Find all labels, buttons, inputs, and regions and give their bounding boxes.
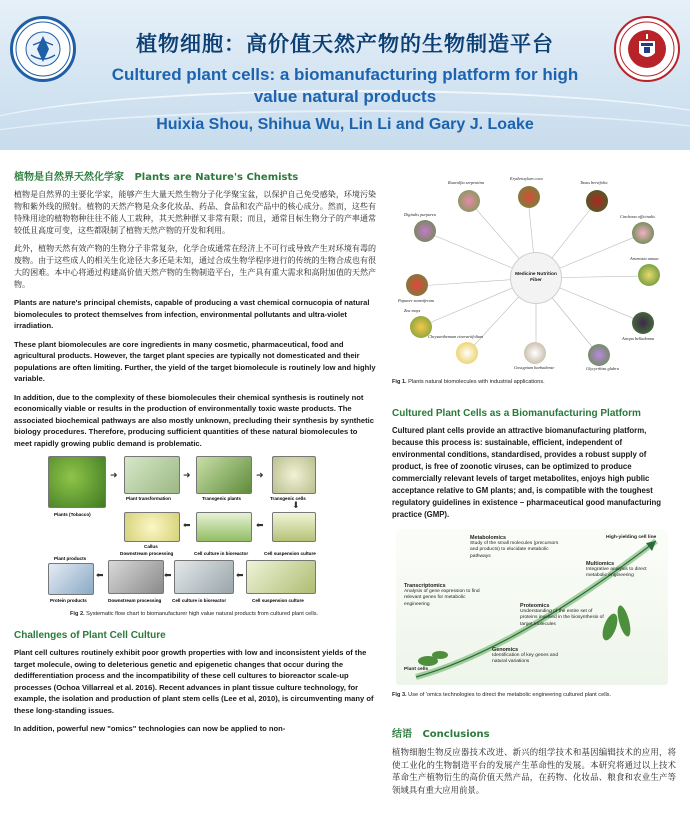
fig1-plant-artemisia-icon bbox=[638, 264, 660, 286]
fig2-label-cell-culture-bioreactor: Cell culture in bioreactor bbox=[194, 551, 249, 556]
fig2-label-protein-products: Protein products bbox=[50, 598, 87, 603]
fig1-label-taxus: Taxus brevifolia bbox=[580, 180, 608, 185]
fig1-plant-taxus-icon bbox=[586, 190, 608, 212]
fig3-proteomics bbox=[520, 603, 604, 628]
figure-1-caption-label: Fig 1. bbox=[392, 379, 407, 385]
challenges-paragraph-2: In addition, powerful new "omics" technologies can now be applied to non- bbox=[14, 724, 286, 733]
intro-section-title bbox=[14, 168, 376, 183]
fig1-plant-rauvolfia-icon bbox=[458, 190, 480, 212]
intro-paragraph-en-1: Plants are nature's principal chemists, capable of producing a vast chemical cornucopia of natural biomolecules to protect themselves from infection, environmental pollutants and ultra-violet irradiation. bbox=[14, 298, 370, 330]
cpc-section-title: Cultured Plant Cells as a Biomanufacturing Platform bbox=[392, 408, 641, 419]
fig3-genomics bbox=[492, 647, 572, 666]
figure-1-caption-text: Plants natural biomolecules with industrial applications. bbox=[408, 379, 545, 385]
fig3-transcriptomics bbox=[404, 583, 486, 608]
fig2-transgenic-cells-image bbox=[272, 456, 316, 494]
fig3-metabolomics-text: Study of the small molecules (precursors and products) to elucidate metabolic pathways bbox=[470, 541, 559, 559]
intro-title-en: Plants are Nature's Chemists bbox=[134, 172, 299, 183]
fig2-label-downstream-processing: Downstream processing bbox=[120, 551, 174, 556]
edinburgh-crest-icon bbox=[617, 19, 677, 79]
fig2-bioreactor-image-2 bbox=[174, 560, 234, 594]
figure-3-caption-label: Fig 3. bbox=[392, 692, 407, 698]
fig3-proteomics-text: Understanding of the entire set of proteins involved in the biosynthesis of target molecules bbox=[520, 609, 604, 627]
fig2-arrow-4: ⬅ bbox=[256, 521, 264, 531]
fig3-transcriptomics-title: Transcriptomics bbox=[404, 583, 446, 589]
fig2-label-transgenic-cells: Transgenic cells bbox=[270, 496, 306, 501]
poster-authors: Huixia Shou, Shihua Wu, Lin Li and Gary J. Loake bbox=[156, 116, 534, 133]
fig1-label-zea: Zea mays bbox=[404, 308, 421, 313]
figure-1-plant-biomolecules bbox=[398, 176, 670, 372]
challenges-section-title: Challenges of Plant Cell Culture bbox=[14, 630, 166, 641]
fig2-callus-image bbox=[124, 512, 180, 542]
left-column bbox=[14, 168, 376, 742]
fig2-label-cell-suspension-culture: Cell suspension culture bbox=[264, 551, 316, 556]
fig1-label-rauvolfia: Rauvolfia serpentina bbox=[448, 180, 484, 185]
figure-2-flowchart bbox=[48, 456, 348, 606]
fig3-metabolomics-title: Metabolomics bbox=[470, 535, 506, 541]
challenges-paragraph: Plant cell cultures routinely exhibit poor growth properties with low and inconsistent yields of the target molecule, owing to deleterious genetic and epigenetic changes that occur during the dedifferentiation process and the incompatibility of these cell cultures to bioreactor scale-up processes (Ochoa Villarreal et al. 2016). Recent advances in plant tissue culture technology, for example, the isolation and production of plant stem cells (Lee et al, 2010), is circumventing many of these long-standing issues. bbox=[14, 648, 374, 715]
fig2-label-cell-suspension-culture-2: Cell suspension culture bbox=[252, 598, 304, 603]
right-column bbox=[392, 176, 676, 802]
fig2-suspension-culture-image bbox=[272, 512, 316, 542]
fig1-plant-gossypium-icon bbox=[524, 342, 546, 364]
fig1-label-digitalis: Digitalis purpurea bbox=[404, 212, 436, 217]
fig1-plant-papaver-icon bbox=[406, 274, 428, 296]
fig2-protein-products-image bbox=[48, 563, 94, 595]
figure-3-caption-text: Use of 'omics technologies to direct the metabolic engineering cultured plant cells. bbox=[408, 692, 612, 698]
poster-title-english: Cultured plant cells: a biomanufacturing platform for high value natural products bbox=[111, 65, 579, 106]
fig2-arrow-8: ⬅ bbox=[236, 571, 244, 581]
fig1-plant-chrysanthemum-icon bbox=[456, 342, 478, 364]
fig2-transgenic-plants-image bbox=[196, 456, 252, 494]
fig2-downstream-image bbox=[108, 560, 164, 594]
fig3-high-yield bbox=[606, 535, 662, 541]
intro-title-cn: 植物是自然界天然化学家 bbox=[14, 172, 124, 183]
fig1-plant-atropa-icon bbox=[632, 312, 654, 334]
fig3-transcriptomics-text: Analysis of gene expression to find relevant genes for metabolic engineering bbox=[404, 589, 480, 607]
fig2-arrow-7: ⬅ bbox=[164, 571, 172, 581]
fig1-plant-cinchona-icon bbox=[632, 222, 654, 244]
fig2-bioreactor-image bbox=[196, 512, 252, 542]
fig3-metabolomics bbox=[470, 535, 560, 560]
fig2-arrow-3: ➜ bbox=[256, 471, 264, 481]
fig1-label-cinchona: Cinchona officinalis bbox=[620, 214, 655, 219]
fig2-arrow-5: ⬅ bbox=[183, 521, 191, 531]
intro-paragraph-cn-2: 此外，植物天然有效产物的生物分子非常复杂，化学合成通常在经济上不可行或导致产生对环境有毒的废物。由于这些成人的相关生化途径大多还是未知，通过合成生物学程序进行的传统的生物合成也有很大的困难。本中心将通过构建高价值天然产物的生物制造平台，生产具有重大需求和高附加值的天然产物。 bbox=[14, 244, 376, 289]
intro-paragraph-en-3: In addition, due to the complexity of these biomolecules their chemical synthesis is routinely not economically viable or results in the production of environmentally toxic waste products. The associated biochemical pathways are also mostly unknown, precluding their synthesis by synthetic biology procedures. Therefore, producing sufficient quantities of these natural biomolecules to meet rapidly growing public demand is problematic. bbox=[14, 392, 374, 448]
conclusions-title-en: Conclusions bbox=[422, 729, 490, 740]
fig3-multiomics-text: Integrative analysis to direct metabolic engineering bbox=[586, 567, 647, 579]
fig2-label-cell-culture-bioreactor-2: Cell culture in bioreactor bbox=[172, 598, 227, 603]
figure-2-caption-text: Systematic flow chart to biomanufacturer high value natural products from cultured plant cells. bbox=[86, 611, 319, 617]
edinburgh-university-logo bbox=[614, 16, 680, 82]
poster-header bbox=[0, 0, 690, 150]
conclusions-paragraph: 植物细胞生物反应器技术改进、新兴的组学技术和基因编辑技术的应用，将使工业化的生物制造平台的发展产生革命性的发展。本研究将通过以上技术革命生产植物衍生的高价值天然产品，在药物、化妆品、粮食和农业生产等领域具有重大应用前景。 bbox=[392, 747, 676, 795]
fig2-plant-transformation-image bbox=[124, 456, 180, 494]
intro-paragraph-cn-1: 植物是自然界的主要化学家，能够产生大量天然生物分子化学聚宝盆，以保护自己免受感染，环境污染物和紫外线的照射。植物的天然产物是众多化妆品、药品、食品和农产品中的核心成分。然而，这些有特殊用途的植物物种往往不能人工栽种，其天然种群又非常有限；而且，通常目标生物分子的产率通常较低且高度可变，这些都限制了植物天然产物的开发和利用。 bbox=[14, 190, 376, 235]
fig2-label-plant-transformation: Plant transformation bbox=[126, 496, 171, 501]
zhejiang-university-logo bbox=[10, 16, 76, 82]
fig1-plant-digitalis-icon bbox=[414, 220, 436, 242]
fig1-label-coca: Erythroxylum coca bbox=[510, 176, 543, 181]
fig2-label-plants: Plants (Tobacco) bbox=[54, 512, 91, 517]
fig3-genomics-title: Genomics bbox=[492, 647, 519, 653]
fig3-plant-cells-text: Plant cells bbox=[404, 667, 429, 672]
fig1-plant-coca-icon bbox=[518, 186, 540, 208]
fig2-arrow-1: ➜ bbox=[110, 471, 118, 481]
fig2-arrow-2: ➜ bbox=[183, 471, 191, 481]
fig1-label-papaver: Papaver somniferum bbox=[398, 298, 434, 303]
fig1-plant-glycyrrhiza-icon bbox=[588, 344, 610, 366]
fig3-multiomics bbox=[586, 561, 664, 580]
figure-2-caption bbox=[70, 610, 320, 618]
figure-3-omics-diagram bbox=[396, 529, 668, 685]
zhejiang-logo-icon bbox=[13, 19, 73, 79]
intro-paragraph-en-2: These plant biomolecules are core ingredients in many cosmetic, pharmaceutical, food and agricultural products. However, the target plant species are typically not domesticated and their populations are often limiting. Further, the yield of the target biomolecule is routinely low and highly variable. bbox=[14, 339, 376, 383]
fig3-multiomics-title: Multiomics bbox=[586, 561, 615, 567]
fig2-label-downstream-processing-2: Downstream processing bbox=[108, 598, 162, 603]
fig2-label-plant-products: Plant products bbox=[54, 556, 87, 561]
fig1-label-artemisia: Artemisia annua bbox=[630, 256, 659, 261]
fig2-suspension-image-2 bbox=[246, 560, 316, 594]
fig1-label-gossypium: Gossypium barbadense bbox=[514, 365, 555, 370]
fig1-center-circle bbox=[510, 252, 562, 304]
fig3-genomics-text: Identification of key genes and natural variations bbox=[492, 653, 559, 665]
fig3-plant-cells bbox=[404, 667, 428, 673]
figure-1-caption bbox=[392, 378, 676, 386]
fig2-arrow-down-1: ⬇ bbox=[292, 501, 300, 511]
fig2-arrow-6: ⬅ bbox=[96, 571, 104, 581]
fig1-center-label: Medicine Nutrition Fiber bbox=[515, 272, 557, 283]
poster-title-chinese: 植物细胞：高价值天然产物的生物制造平台 bbox=[136, 32, 554, 56]
fig1-label-glycyrrhiza: Glycyrrhiza glabra bbox=[586, 366, 619, 371]
fig1-label-atropa: Atropa belladonna bbox=[622, 336, 655, 341]
figure-3-caption bbox=[392, 691, 676, 699]
fig2-tobacco-plants-image bbox=[48, 456, 106, 508]
figure-2-caption-label: Fig 2. bbox=[70, 611, 85, 617]
fig2-label-callus: Callus bbox=[144, 544, 158, 549]
fig3-high-yield-text: High-yielding cell line bbox=[606, 535, 657, 540]
fig1-label-chrysanthemum: Chrysanthemum cinerariifolium bbox=[428, 334, 484, 339]
conclusions-section-title bbox=[392, 725, 676, 740]
fig3-proteomics-title: Proteomics bbox=[520, 603, 550, 609]
conclusions-title-cn: 结语 bbox=[392, 729, 412, 740]
cpc-paragraph: Cultured plant cells provide an attractive biomanufacturing platform, because this process is: sustainable, efficient, independent of environmental conditions, standardised, provides a robust supply of product, is free of zoonotic viruses, can be optimized to produce commercially relevant levels of target metabolites, enjoys high public acceptance relative to GM plants; and, is compatible with the toughest regulatory guidelines in existence – pharmaceutical good manufacturing practice (GMP). bbox=[392, 426, 662, 519]
fig2-label-transgenic-plants: Transgenic plants bbox=[202, 496, 242, 501]
